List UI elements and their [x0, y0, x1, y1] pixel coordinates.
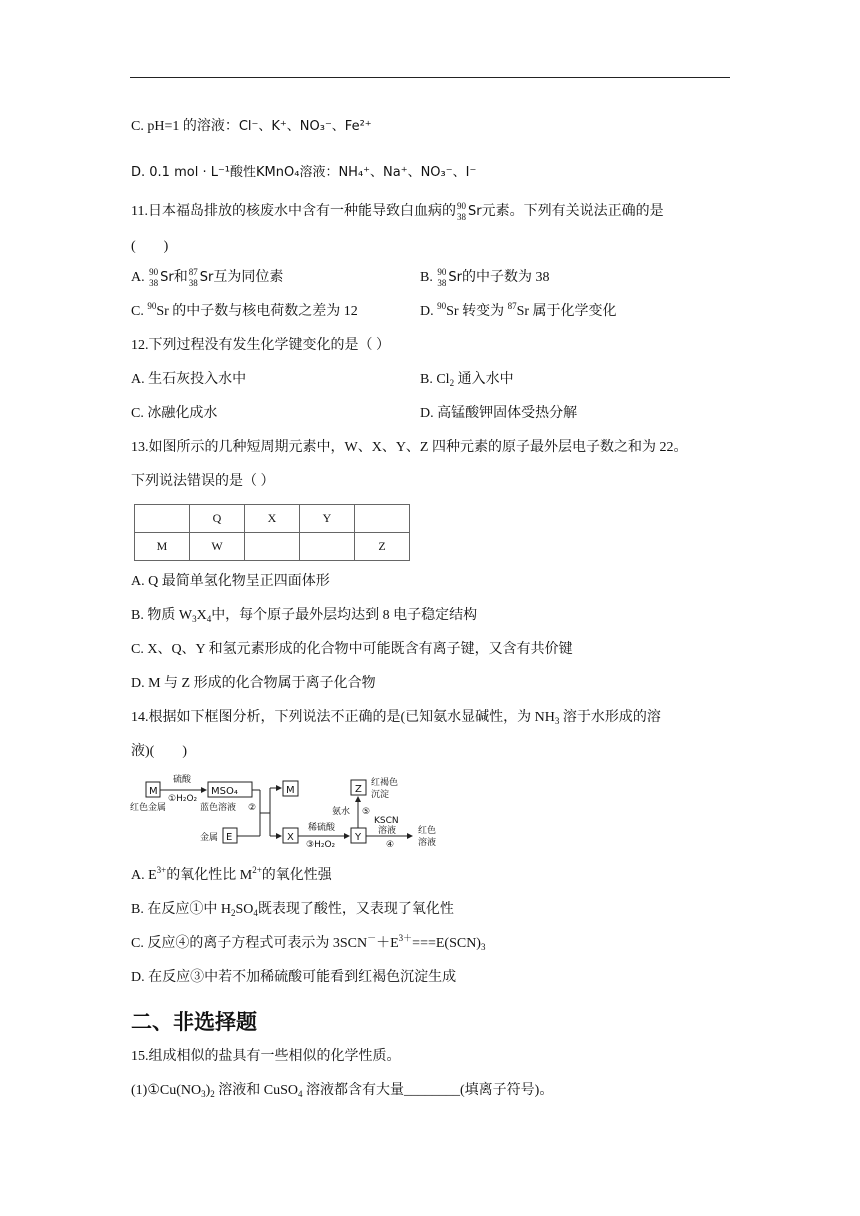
table-cell: M	[135, 533, 190, 561]
isotope-symbol: 90 38	[456, 201, 466, 222]
q14-option-b: B. 在反应①中 $H_2SO_4$既表现了酸性，又表现了氧化性	[131, 902, 454, 918]
label-dilute-sulfuric: 稀硫酸	[308, 823, 336, 833]
label-m: M	[149, 786, 158, 797]
label-y: Y	[355, 832, 362, 843]
label-kscn: KSCN	[374, 816, 399, 826]
q14-stem-line2: 液)( )	[131, 744, 187, 759]
q10-option-c: C. pH=1 的溶液：Cl⁻、K⁺、NO₃⁻、Fe²⁺	[131, 119, 372, 134]
table-cell: Z	[355, 533, 410, 561]
header-rule	[130, 77, 730, 78]
table-cell	[245, 533, 300, 561]
q11-stem: 11.日本福岛排放的核废水中含有一种能导致白血病的 90 38 Sr元素。下列有关说法正确的是	[131, 201, 664, 222]
q14-option-c: C. 反应④的离子方程式可表示为 $3SCN^-+E^{3+}===E(SCN)_3$	[131, 933, 486, 952]
label-blue-solution: 蓝色溶液	[200, 803, 237, 813]
label-sulfuric-acid: 硫酸	[173, 775, 192, 785]
table-cell: Q	[190, 505, 245, 533]
q13-stem-line1: 13.如图所示的几种短周期元素中，W、X、Y、Z 四种元素的原子最外层电子数之和为 22。	[131, 440, 688, 455]
q12-option-d: D. 高锰酸钾固体受热分解	[420, 406, 578, 421]
label-red-solution: 溶液	[418, 838, 437, 848]
q13-option-b: B. 物质 $W_3X_4$中，每个原子最外层均达到 8 电子稳定结构	[131, 608, 478, 624]
table-cell	[135, 505, 190, 533]
q13-option-d: D. M 与 Z 形成的化合物属于离子化合物	[131, 676, 376, 691]
q12-option-c: C. 冰融化成水	[131, 406, 218, 421]
label-step1: ①H₂O₂	[168, 794, 198, 804]
q15-part1: $(1)①Cu(NO_3)_2$ 溶液和 CuSO$_4$ 溶液都含有大量________(填离子符号)。	[131, 1083, 554, 1099]
label-step5: ⑤	[362, 807, 371, 817]
label-step4: ④	[386, 840, 395, 850]
table-cell: Y	[300, 505, 355, 533]
q13-stem-line2: 下列说法错误的是（ ）	[131, 474, 275, 489]
q12-option-a: A. 生石灰投入水中	[131, 372, 247, 387]
label-red-brown: 红褐色	[371, 778, 399, 788]
q11-option-b: B. 90 38 Sr的中子数为 38	[420, 267, 550, 288]
table-cell	[355, 505, 410, 533]
label-ammonia: 氨水	[332, 807, 351, 817]
label-step3: ③H₂O₂	[306, 840, 336, 850]
table-cell: W	[190, 533, 245, 561]
q10-option-d: D. 0.1 mol · L⁻¹酸性KMnO₄溶液：NH₄⁺、Na⁺、NO₃⁻、I⁻	[131, 165, 477, 180]
q11-option-c: C. $^{90}$Sr 的中子数与核电荷数之差为 12	[131, 301, 358, 319]
table-row	[135, 505, 410, 533]
table-cell: X	[245, 505, 300, 533]
q14-stem-line1: 14.根据如下框图分析，下列说法不正确的是(已知氨水显碱性，为 $NH_3$ 溶于水形成的溶	[131, 710, 661, 726]
label-red: 红色	[418, 826, 437, 836]
label-m-product: M	[286, 785, 295, 796]
label-e: E	[226, 832, 233, 843]
table-row	[135, 533, 410, 561]
label-precipitate: 沉淀	[371, 790, 390, 800]
q12-option-b: B. $Cl_2$ 通入水中	[420, 372, 514, 388]
section-heading: 二、非选择题	[131, 1010, 257, 1034]
q15-stem: 15.组成相似的盐具有一些相似的化学性质。	[131, 1049, 401, 1064]
q13-option-a: A. Q 最简单氢化物呈正四面体形	[131, 574, 330, 589]
label-mso4: MSO₄	[211, 786, 238, 797]
q12-stem: 12.下列过程没有发生化学键变化的是（ ）	[131, 338, 390, 353]
label-metal: 金属	[200, 833, 219, 843]
q11-option-d: D. $^{90}$Sr 转变为 $^{87}$Sr 属于化学变化	[420, 301, 617, 319]
q14-option-a: A. $E^{3+}$的氧化性比 $M^{2+}$的氧化性强	[131, 865, 332, 883]
q11-paren: ( )	[131, 239, 169, 254]
q11-option-a: A. 90 38 Sr和 87 38 Sr互为同位素	[131, 267, 284, 288]
label-red-metal: 红色金属	[130, 803, 167, 813]
label-kscn-solution: 溶液	[378, 826, 397, 836]
label-step2: ②	[248, 803, 257, 813]
reaction-flow-diagram	[130, 770, 450, 858]
label-z: Z	[355, 784, 362, 795]
table-cell	[300, 533, 355, 561]
q13-option-c: C. X、Q、Y 和氢元素形成的化合物中可能既含有离子键，又含有共价键	[131, 642, 573, 657]
label-x: X	[287, 832, 294, 843]
periodic-table-fragment	[134, 504, 410, 561]
q14-option-d: D. 在反应③中若不加稀硫酸可能看到红褐色沉淀生成	[131, 970, 457, 985]
